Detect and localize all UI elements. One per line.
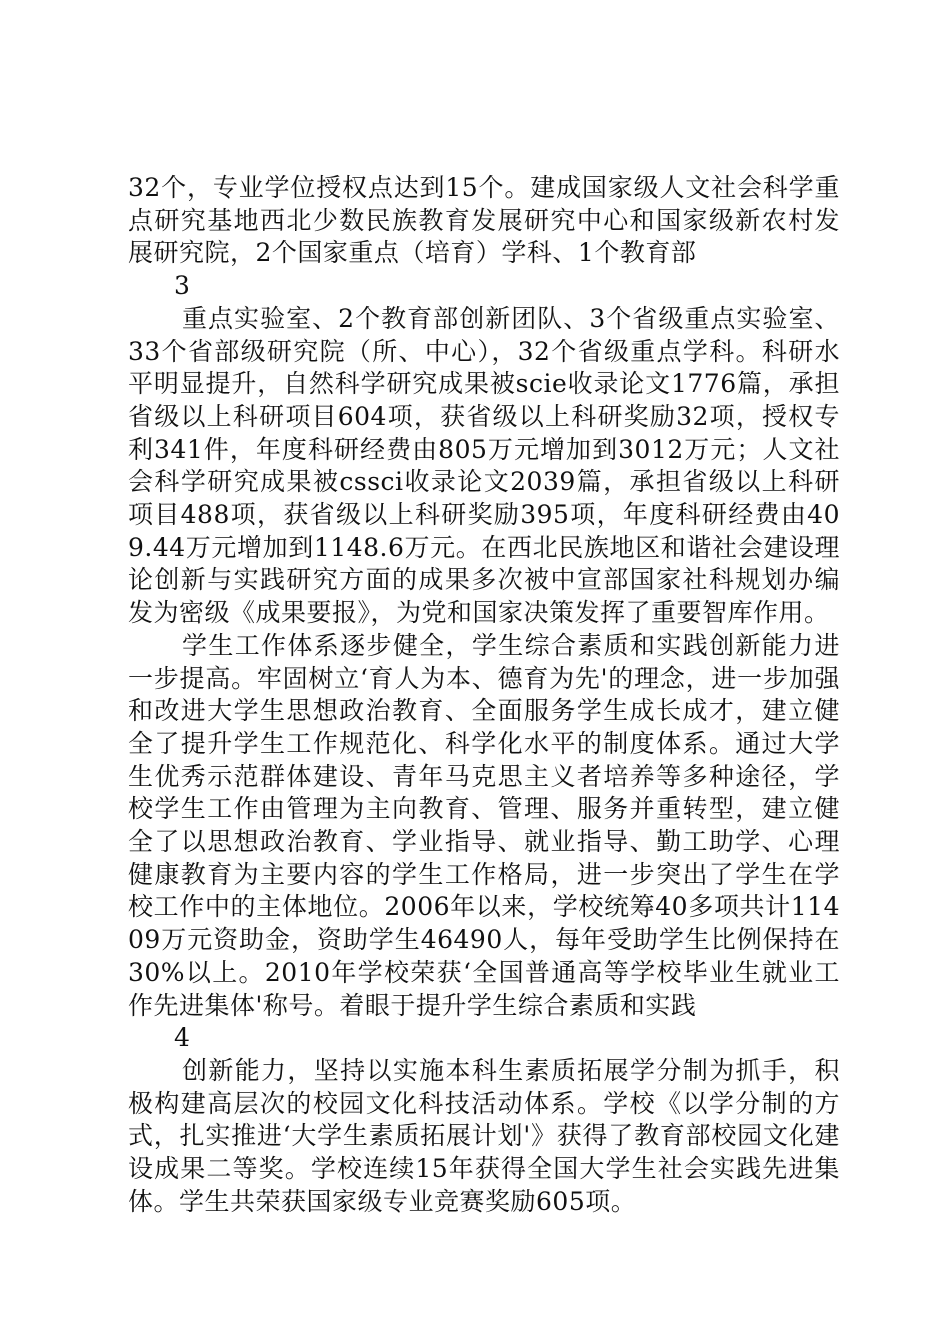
paragraph-2: 重点实验室、2个教育部创新团队、3个省级重点实验室、33个省部级研究院（所、中心），32个省级重点学科。科研水平明显提升，自然科学研究成果被scie收录论文1776篇，承担省级以上科研项目604项，获省级以上科研奖励32项，授权专利341件，年度科研经费由805万元增加到3012万元；人文社会科学研究成果被cssci收录论文2039篇，承担省级以上科研项目488项，获省级以上科研奖励395项，年度科研经费由409.44万元增加到1148.6万元。在西北民族地区和谐社会建设理论创新与实践研究方面的成果多次被中宣部国家社科规划办编发为密级《成果要报》，为党和国家决策发挥了重要智库作用。 <box>128 303 840 628</box>
page-number-4: 4 <box>174 1023 191 1053</box>
paragraph-1: 32个，专业学位授权点达到15个。建成国家级人文社会科学重点研究基地西北少数民族教育发展研究中心和国家级新农村发展研究院，2个国家重点（培育）学科、1个教育部 <box>128 173 840 268</box>
paragraph-4: 创新能力，坚持以实施本科生素质拓展学分制为抓手，积极构建高层次的校园文化科技活动体系。学校《以学分制的方式，扎实推进‘大学生素质拓展计划'》获得了教育部校园文化建设成果二等奖。学校连续15年获得全国大学生社会实践先进集体。学生共荣获国家级专业竞赛奖励605项。 <box>128 1055 840 1216</box>
page-number-3: 3 <box>174 271 191 301</box>
paragraph-3: 学生工作体系逐步健全，学生综合素质和实践创新能力进一步提高。牢固树立‘育人为本、德育为先'的理念，进一步加强和改进大学生思想政治教育、全面服务学生成长成才，建立健全了提升学生工作规范化、科学化水平的制度体系。通过大学生优秀示范群体建设、青年马克思主义者培养等多种途径，学校学生工作由管理为主向教育、管理、服务并重转型，建立健全了以思想政治教育、学业指导、就业指导、勤工助学、心理健康教育为主要内容的学生工作格局，进一步突出了学生在学校工作中的主体地位。2006年以来，学校统筹40多项共计11409万元资助金，资助学生46490人，每年受助学生比例保持在30%以上。2010年学校荣获‘全国普通高等学校毕业生就业工作先进集体'称号。着眼于提升学生综合素质和实践 <box>128 630 840 1020</box>
document-body <box>128 172 840 1219</box>
